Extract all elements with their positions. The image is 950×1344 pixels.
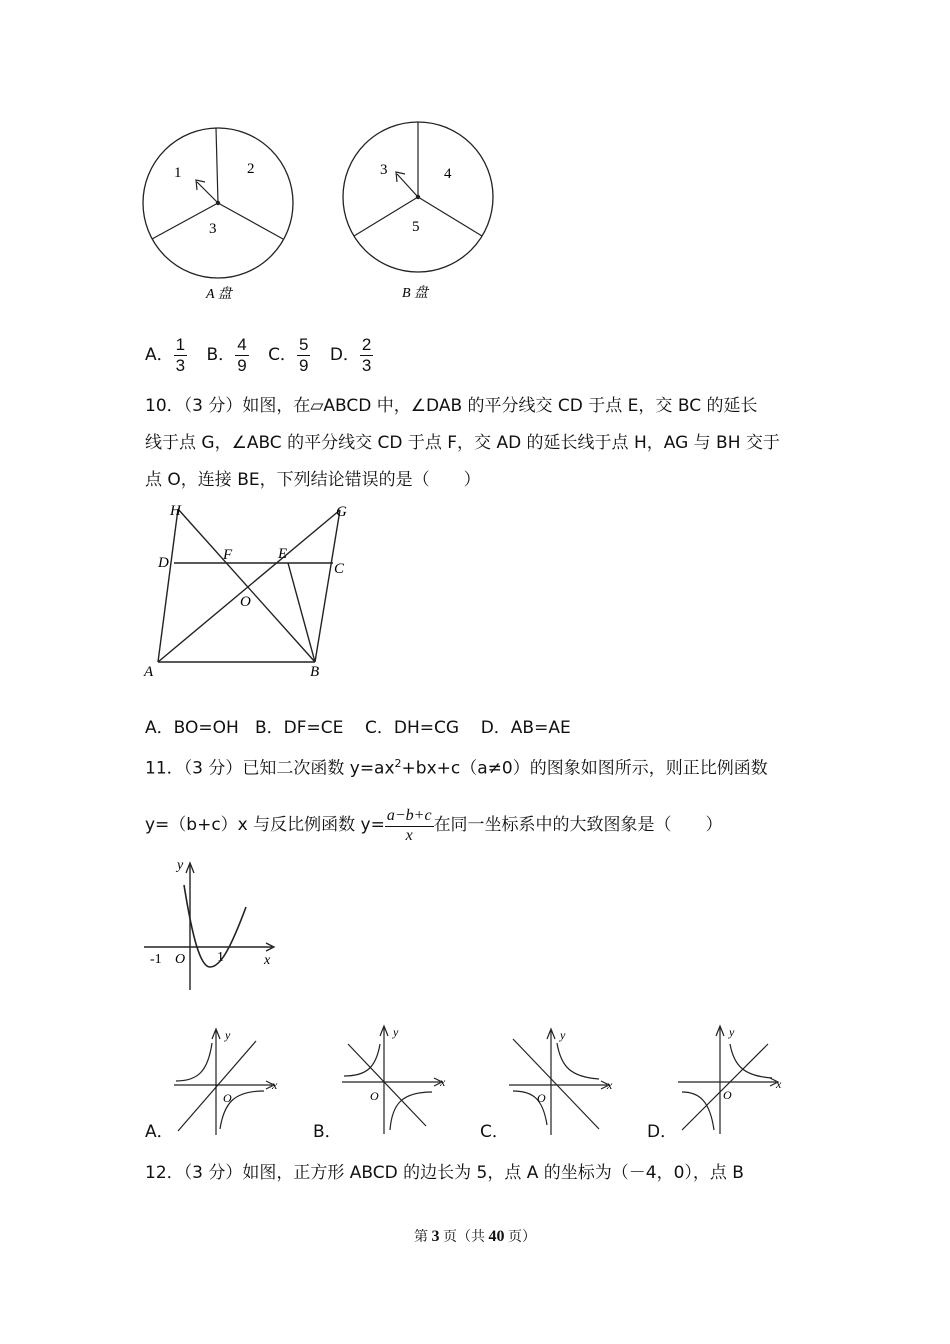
- q11-choice-letter-a[interactable]: A．: [145, 1122, 174, 1142]
- disk-b-figure: [342, 117, 502, 307]
- q11-choice-letter-b[interactable]: B．: [313, 1122, 342, 1142]
- q9-options: [145, 333, 387, 377]
- q11-choice-letter-c[interactable]: C．: [480, 1122, 509, 1142]
- q11-choice-graph-a[interactable]: [168, 1025, 288, 1140]
- disk-b-caption: B 盘: [402, 286, 429, 301]
- svg-text:O: O: [537, 1091, 546, 1105]
- svg-text:O: O: [223, 1091, 232, 1105]
- q11-choice-graph-d[interactable]: [672, 1022, 792, 1137]
- q11-choice-letter-d[interactable]: D．: [647, 1122, 678, 1142]
- svg-text:y: y: [729, 1025, 735, 1039]
- disk-b-sector-5: 5: [412, 219, 420, 235]
- label-b: B: [310, 664, 320, 680]
- q11-choice-graph-c[interactable]: [503, 1025, 623, 1140]
- q10-text-line-3: 点 O，连接 BE，下列结论错误的是（ ）: [145, 470, 481, 490]
- svg-text:x: x: [776, 1077, 782, 1091]
- label-f: F: [223, 547, 233, 563]
- q11-one-label: 1: [217, 950, 224, 965]
- q9-option-d[interactable]: D． $\frac{2}{3}$: [329, 334, 372, 375]
- disk-b-sector-4: 4: [444, 166, 452, 182]
- svg-text:y: y: [560, 1028, 566, 1042]
- q11-neg-one-label: -1: [150, 952, 162, 967]
- q11-text-line-2: y=（b+c）x 与反比例函数 y= $\frac{a-b+c}{x}$ 在同一坐标系中的大致图象是（ ）: [145, 806, 723, 844]
- q12-text-line-1: 12．（3 分）如图，正方形 ABCD 的边长为 5，点 A 的坐标为（－4，0），点 B: [145, 1163, 744, 1183]
- page-footer: 第 3 页（共 40 页）: [414, 1228, 536, 1245]
- q11-origin-label: O: [175, 952, 186, 967]
- disk-a-sector-2: 2: [247, 161, 255, 177]
- disk-a-sector-1: 1: [174, 165, 182, 181]
- q10-text-line-1: 10．（3 分）如图，在▱ABCD 中，∠DAB 的平分线交 CD 于点 E，交 BC 的延长: [145, 396, 758, 416]
- svg-text:y: y: [225, 1028, 231, 1042]
- q11-parabola-graph: [140, 855, 290, 1000]
- label-c: C: [334, 561, 345, 577]
- label-d: D: [158, 555, 169, 571]
- q10-option-b[interactable]: B．DF=CE: [255, 718, 344, 738]
- label-o: O: [240, 594, 251, 610]
- q10-option-c[interactable]: C．DH=CG: [365, 718, 460, 738]
- q10-options: [145, 716, 571, 740]
- label-h: H: [170, 503, 181, 519]
- q9-option-b[interactable]: B． $\frac{4}{9}$: [206, 334, 247, 375]
- svg-text:O: O: [723, 1088, 732, 1102]
- svg-text:O: O: [370, 1089, 379, 1103]
- q10-option-d[interactable]: D．AB=AE: [480, 718, 571, 738]
- label-g: G: [336, 504, 347, 520]
- q11-fraction: $\frac{a-b+c}{x}$: [386, 806, 432, 844]
- q10-text-line-2: 线于点 G，∠ABC 的平分线交 CD 于点 F，交 AD 的延长线于点 H，AG 与 BH 交于: [145, 433, 780, 453]
- disk-a-figure: [140, 120, 300, 310]
- disk-a-caption: A 盘: [206, 287, 232, 302]
- q11-choice-graph-b[interactable]: [336, 1022, 456, 1137]
- current-page-number: 3: [431, 1228, 440, 1245]
- svg-text:x: x: [440, 1075, 446, 1089]
- disk-a-sector-3: 3: [209, 221, 217, 237]
- q11-y-label: y: [177, 858, 184, 873]
- svg-text:x: x: [272, 1078, 278, 1092]
- total-page-count: 40: [488, 1228, 505, 1245]
- q10-option-a[interactable]: A．BO=OH: [145, 718, 239, 738]
- q9-option-c[interactable]: C． $\frac{5}{9}$: [268, 334, 309, 375]
- disk-b-sector-3: 3: [380, 162, 388, 178]
- q11-text-line-1: 11．（3 分）已知二次函数 $y=ax^2+bx+c(a\ne 0)$的图象如图所示，则正比例函数: [145, 757, 768, 779]
- q10-parallelogram-figure: [140, 498, 360, 683]
- label-e: E: [278, 546, 288, 562]
- label-a: A: [144, 664, 154, 680]
- svg-text:y: y: [393, 1025, 399, 1039]
- q9-option-a[interactable]: A． $\frac{1}{3}$: [145, 334, 186, 375]
- svg-text:x: x: [607, 1078, 613, 1092]
- q11-x-label: x: [264, 953, 271, 968]
